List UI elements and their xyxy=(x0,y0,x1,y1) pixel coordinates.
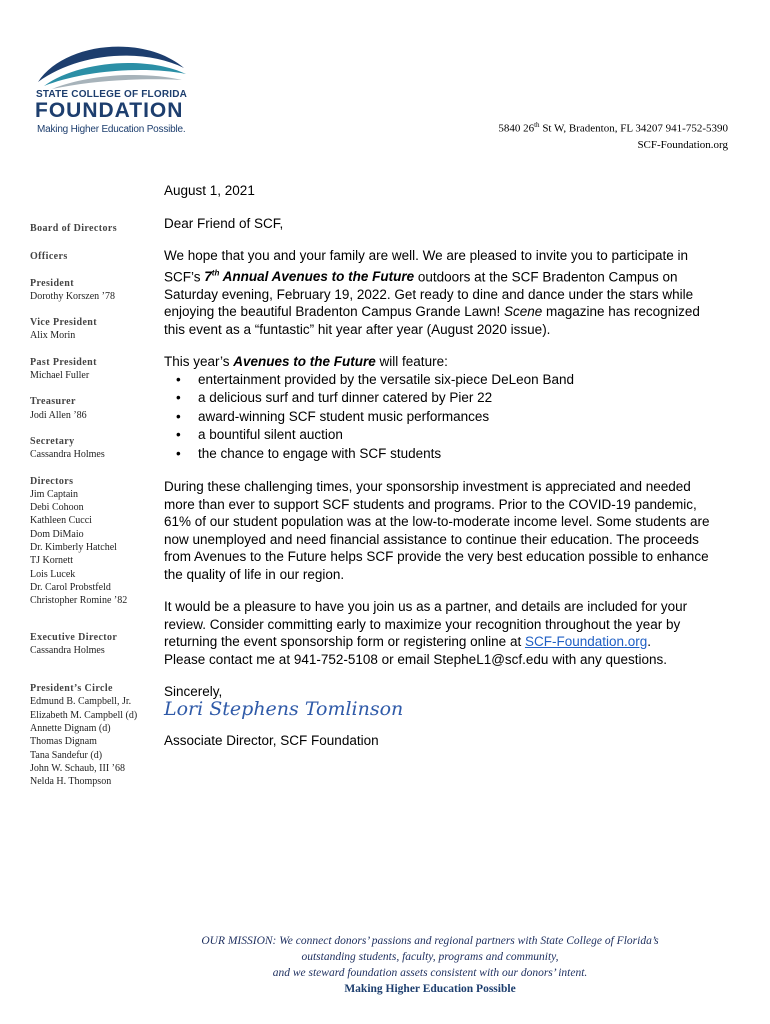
feature-item: • award-winning SCF student music performances xyxy=(164,408,720,427)
logo-arcs-icon xyxy=(34,38,194,90)
feature-intro: This year’s Avenues to the Future will feature: xyxy=(164,354,448,369)
paragraph-sponsorship: During these challenging times, your sponsorship investment is appreciated and needed more than ever to support SCF students and programs. Prior to the COVID-19 pandemic, 61% of our student population was at the low-to-moderate income level. Some students are now unemployed and need financial assistance to continue their education. The proceeds from Avenues to the Future helps SCF provide the very best education possible to enhance the quality of life in our region. xyxy=(164,479,710,582)
paragraph-invitation: We hope that you and your family are well. We are pleased to invite you to participate in SCF’s 7th Annual Avenues to the Future outdoors at the SCF Bradenton Campus on Saturday evening, February 19, 2022. Get ready to dine and dance under the stars while enjoying the beautiful Bradenton Campus Grande Lawn! Scene magazine has recognized this event as a “funtastic” hit year after year (August 2020 issue). xyxy=(164,248,700,337)
past-president-title: Past President xyxy=(30,356,97,368)
exec-director-name: Cassandra Holmes xyxy=(30,644,105,656)
letterhead-address xyxy=(498,117,728,153)
director-name: Debi Cohoon xyxy=(30,502,84,514)
secretary-title: Secretary xyxy=(30,435,75,447)
website-link[interactable]: SCF-Foundation.org xyxy=(524,634,648,649)
director-name: Dr. Carol Probstfeld xyxy=(30,581,111,593)
website: SCF-Foundation.org xyxy=(637,138,728,151)
vp-title: Vice President xyxy=(30,317,97,329)
foundation-logo xyxy=(34,38,194,142)
director-name: TJ Kornett xyxy=(30,555,74,567)
circle-member: Edmund B. Campbell, Jr. xyxy=(30,696,132,708)
director-name: Kathleen Cucci xyxy=(30,515,92,527)
director-name: Lois Lucek xyxy=(30,568,76,580)
feature-list xyxy=(164,371,720,464)
paragraph-partner: It would be a pleasure to have you join us as a partner, and details are included for your review. Consider committing early to maximize your recognition throughout the year by returning the event sponsorship form or registering online at SCF-Foundation.org. Please contact me at 941-752-5108 or email StepheL1@scf.edu with any questions. xyxy=(164,599,688,667)
letter-body xyxy=(164,182,720,750)
mission-footer xyxy=(120,933,740,997)
president-title: President xyxy=(30,277,74,289)
past-president-name: Michael Fuller xyxy=(30,370,90,382)
treasurer-title: Treasurer xyxy=(30,396,76,408)
circle-member: Annette Dignam (d) xyxy=(30,723,111,735)
feature-item: • entertainment provided by the versatile six-piece DeLeon Band xyxy=(164,371,720,390)
circle-member: Tana Sandefur (d) xyxy=(30,749,103,761)
feature-item: • a bountiful silent auction xyxy=(164,426,720,445)
mission-line: outstanding students, faculty, programs and community, xyxy=(301,951,559,963)
salutation: Dear Friend of SCF, xyxy=(164,215,284,231)
director-name: Jim Captain xyxy=(30,488,79,500)
feature-item: • the chance to engage with SCF students xyxy=(164,445,720,464)
president-name: Dorothy Korszen ’78 xyxy=(30,290,115,302)
director-name: Dr. Kimberly Hatchel xyxy=(30,542,117,554)
directors-title: Directors xyxy=(30,475,74,487)
logo-tagline: Making Higher Education Possible. xyxy=(37,124,186,135)
footer-tagline: Making Higher Education Possible xyxy=(344,983,516,995)
circle-member: John W. Schaub, III ’68 xyxy=(30,762,125,774)
logo-line-2: FOUNDATION xyxy=(35,99,184,122)
presidents-circle-title: President’s Circle xyxy=(30,683,113,695)
officers-heading: Officers xyxy=(30,251,68,263)
circle-member: Elizabeth M. Campbell (d) xyxy=(30,709,138,721)
closing: Sincerely, xyxy=(164,684,223,699)
signature: Lori Stephens Tomlinson xyxy=(164,697,404,720)
letter-date: August 1, 2021 xyxy=(164,183,255,198)
treasurer-name: Jodi Allen ’86 xyxy=(30,409,87,421)
signer-title: Associate Director, SCF Foundation xyxy=(164,733,379,748)
director-name: Christopher Romine ’82 xyxy=(30,595,128,607)
mission-line: and we steward foundation assets consistent with our donors’ intent. xyxy=(272,967,588,979)
circle-member: Nelda H. Thompson xyxy=(30,776,112,788)
board-sidebar xyxy=(30,222,160,789)
mission-line: OUR MISSION: We connect donors’ passions and regional partners with State College of Florida’s xyxy=(201,935,659,947)
director-name: Dom DiMaio xyxy=(30,528,84,540)
vp-name: Alix Morin xyxy=(30,330,76,342)
street-address: 5840 26th St W, Bradenton, FL 34207 941-752-5390 xyxy=(498,121,728,135)
board-title: Board of Directors xyxy=(30,223,117,234)
secretary-name: Cassandra Holmes xyxy=(30,449,105,461)
exec-director-title: Executive Director xyxy=(30,631,118,643)
circle-member: Thomas Dignam xyxy=(30,736,97,748)
logo-line-1: STATE COLLEGE OF FLORIDA xyxy=(36,89,188,100)
feature-item: • a delicious surf and turf dinner catered by Pier 22 xyxy=(164,389,720,408)
